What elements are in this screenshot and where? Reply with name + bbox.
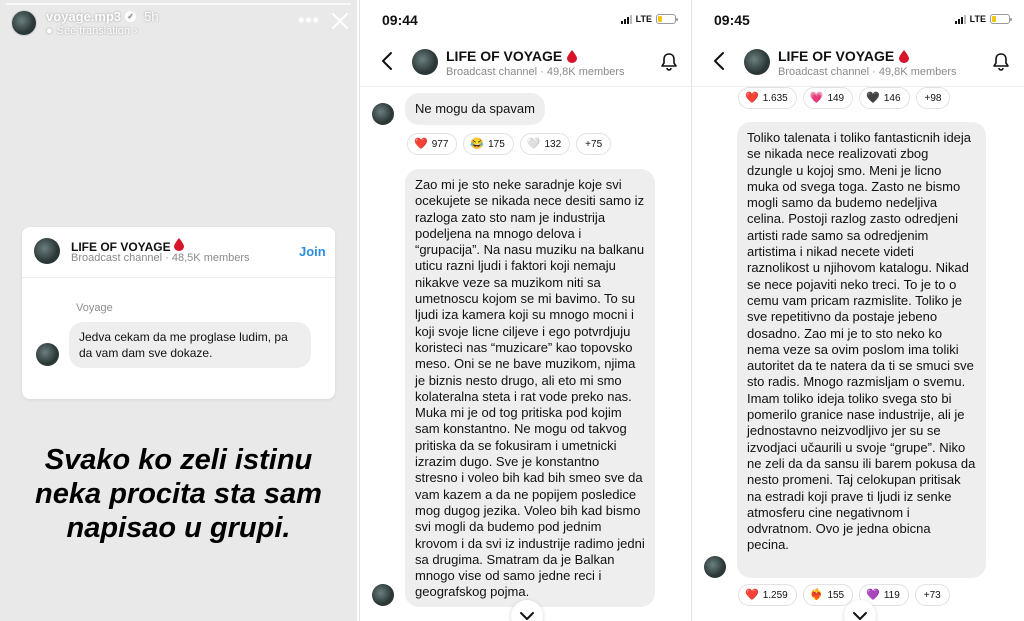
channel-subtitle: Broadcast channel · 49,8K members: [778, 66, 957, 78]
pink-heart-icon: 💗: [809, 91, 824, 104]
channel-avatar[interactable]: [744, 49, 770, 75]
battery-icon: [656, 14, 676, 24]
back-arrow-icon[interactable]: [712, 51, 726, 71]
channel-name-label: LIFE OF VOYAGE: [71, 240, 171, 254]
channel-name-label: LIFE OF VOYAGE: [778, 48, 895, 64]
chat-panel-1: [359, 0, 690, 621]
reaction-count: +98: [924, 92, 942, 104]
status-indicators: [621, 14, 676, 24]
white-heart-icon: 🤍: [526, 137, 541, 150]
reactions-row: [738, 87, 950, 109]
reaction-more[interactable]: [915, 584, 950, 606]
join-button[interactable]: Join: [299, 244, 326, 259]
reaction-heart[interactable]: [738, 584, 797, 606]
story-panel: [0, 0, 357, 621]
status-time: 09:44: [382, 12, 418, 28]
story-avatar[interactable]: [11, 10, 37, 36]
reaction-count: +75: [585, 138, 603, 150]
sender-avatar: [372, 584, 394, 606]
black-heart-icon: 🖤: [866, 91, 880, 104]
reaction-heart[interactable]: [738, 87, 797, 109]
verified-icon: ✓: [125, 11, 136, 22]
see-translation-link[interactable]: [46, 25, 138, 37]
header-divider: [360, 86, 690, 87]
chevron-down-icon: [852, 611, 868, 621]
chevron-right-icon: ›: [134, 25, 138, 37]
bell-icon[interactable]: [991, 52, 1011, 72]
red-heart-icon: ❤️: [745, 588, 759, 601]
story-username[interactable]: voyage.mp3: [46, 9, 122, 24]
laughing-face-icon: 😂: [470, 137, 485, 150]
message-bubble: Toliko talenata i toliko fantasticnih ideja se nikada nece realizovati zbog dzungle u kojoj smo. Meni je licno muka od svega toga. Zasto ne bismo mogli samo da budemo nedeljiva celina. Postoji razlog zasto odredjeni artisti rade samo sa odredjenim artistima i nikad necete videti raznolikost u njihovom katalogu. Nikad se nece pojaviti neko treci. To je to o cemu vam pricam razmislite. Toliko je sve repetitivno da postaje jebeno dosadno. Zao mi je to sto neko ko nema veze sa ovim poslom ima toliki autoritet da te natera da ti se smuci sve sto radis. Mnogo razmisljam o svemu. Imam toliko ideja toliko svega sto bi pomerilo granice nase industrije, ali je jednostavno neizvodljivo jer su se izvodjaci učaurili u svoje “grupe”. Niko ne zeli da da sansu ili barem pokusa da nesto promeni. Taj celokupan pritisak na estradi koji prave ti ljudi iz senke atmosferu cine negativnom i odvratnom. Ovo je jedna obicna pecina.: [737, 122, 986, 578]
blood-drop-icon: [899, 50, 909, 63]
chevron-down-icon: [519, 611, 535, 621]
reaction-heart[interactable]: [407, 133, 457, 155]
message-bubble: Zao mi je sto neke saradnje koje svi ocekujete se nikada nece desiti samo iz razloga zato sto nam je industrija podeljena na mnogo delova i “grupacija”. Na nasu muziku na balkanu uticu razni ljudi i faktori koji nemaju nikakve veze sa muzikom niti sa umetnoscu kojom se mi bavimo. To su ljudi iza kamera koji su mnogo mocni i koji svoje licne ciljeve i ego potvrdjuju koristeci nas “muzicare” kao topovsko meso. Oni se ne bave muzikom, njima je biznis nesto drugo, ali eto mi smo kolateralna steta i rat vode preko nas. Muka mi je od tog pritiska pod kojim sam konstantno. Ne mogu od takvog pritiska da se fokusiram i umetnicki izrazim dugo. Sve je konstantno stresno i voleo bih kad bih smeo sve da vam kazem a da ne popijem posledice mog dugog jezika. Voleo bih kad bismo svi mogli da budemo pod jednim krovom i da svi iz industrije radimo jedni sa drugima. Smatram da je Balkan mnogo vise od samo jedne reci i geografskog pojma.: [405, 169, 655, 607]
reaction-count: 155: [827, 589, 845, 601]
divider: [22, 277, 335, 278]
message-bubble: Jedva cekam da me proglase ludim, pa da vam dam sve dokaze.: [69, 322, 311, 368]
channel-avatar: [34, 238, 60, 264]
sender-avatar: [372, 103, 394, 125]
battery-icon: [990, 14, 1010, 24]
status-indicators: [955, 14, 1010, 24]
message-bubble: Ne mogu da spavam: [405, 93, 545, 125]
signal-icon: [955, 15, 966, 24]
reaction-count: 146: [883, 92, 901, 104]
reaction-count: 1.259: [762, 589, 788, 601]
reactions-row: [407, 133, 611, 155]
translate-icon: ●: [46, 25, 53, 37]
reactions-row: [738, 584, 950, 606]
story-time: 5h: [144, 9, 159, 24]
signal-icon: [621, 15, 632, 24]
story-progress-bar: [6, 3, 351, 5]
reaction-fire-heart[interactable]: [803, 584, 853, 606]
channel-subtitle: Broadcast channel · 49,8K members: [446, 66, 625, 78]
reaction-more[interactable]: [916, 87, 951, 109]
reaction-count: 149: [827, 92, 845, 104]
close-icon[interactable]: [330, 11, 350, 31]
bell-icon[interactable]: [659, 52, 679, 72]
purple-heart-icon: 💜: [866, 588, 880, 601]
reaction-white-heart[interactable]: [520, 133, 570, 155]
reaction-count: +73: [923, 589, 941, 601]
channel-subtitle: Broadcast channel · 48,5K members: [71, 252, 250, 264]
back-arrow-icon[interactable]: [380, 51, 394, 71]
story-header: [46, 9, 159, 24]
reaction-count: 132: [544, 138, 562, 150]
network-label: LTE: [635, 14, 652, 24]
more-options-icon[interactable]: •••: [298, 10, 320, 30]
reaction-count: 977: [431, 138, 449, 150]
sender-name: Voyage: [76, 302, 113, 314]
red-heart-icon: ❤️: [414, 137, 428, 150]
heart-on-fire-icon: ❤️‍🔥: [809, 588, 824, 601]
chat-panel-2: [691, 0, 1024, 621]
see-translation-label: See translation: [56, 25, 131, 37]
network-label: LTE: [969, 14, 986, 24]
red-heart-icon: ❤️: [745, 91, 759, 104]
status-time: 09:45: [714, 12, 750, 28]
channel-name-label: LIFE OF VOYAGE: [446, 48, 563, 64]
reaction-laugh[interactable]: [463, 133, 513, 155]
reaction-count: 119: [883, 589, 900, 601]
channel-title[interactable]: [446, 48, 577, 64]
story-caption: Svako ko zeli istinu neka procita sta sam napisao u grupi.: [35, 444, 322, 544]
channel-title[interactable]: [778, 48, 909, 64]
reaction-count: 1.635: [762, 92, 788, 104]
reaction-more[interactable]: [576, 133, 611, 155]
sender-avatar: [704, 556, 726, 578]
reaction-count: 175: [488, 138, 505, 150]
channel-avatar[interactable]: [412, 49, 438, 75]
reaction-black-heart[interactable]: [859, 87, 909, 109]
broadcast-channel-card[interactable]: [22, 227, 335, 399]
blood-drop-icon: [174, 238, 184, 251]
blood-drop-icon: [567, 50, 577, 63]
reaction-pink-heart[interactable]: [803, 87, 853, 109]
sender-avatar: [36, 343, 59, 366]
